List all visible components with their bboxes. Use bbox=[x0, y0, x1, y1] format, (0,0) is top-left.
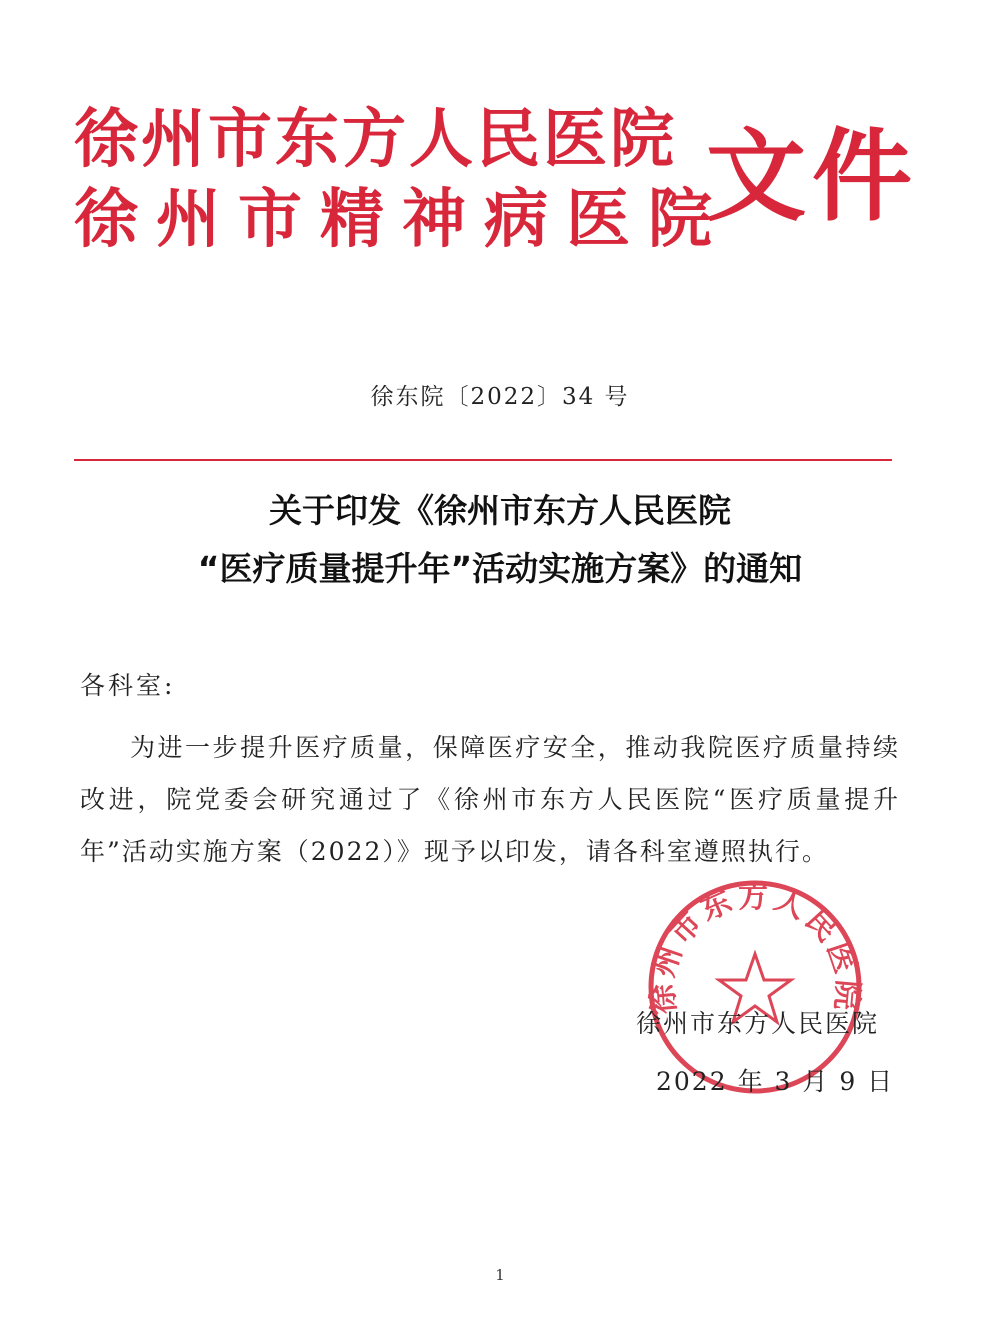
red-divider bbox=[74, 459, 892, 461]
salutation: 各科室: bbox=[80, 671, 176, 700]
document-number: 徐东院〔2022〕34 号 bbox=[370, 384, 630, 410]
letterhead-unit-line-2: 徐州市精神病医院 bbox=[74, 183, 730, 257]
issue-date: 2022 年 3 月 9 日 bbox=[656, 1067, 895, 1096]
document-title bbox=[0, 482, 1000, 598]
letterhead-units bbox=[74, 100, 730, 260]
body-paragraph: 为进一步提升医疗质量，保障医疗安全，推动我院医疗质量持续改进，院党委会研究通过了《徐州市东方人民医院“医疗质量提升年”活动实施方案（2022）》现予以印发，请各科室遵照执行。 bbox=[80, 733, 900, 866]
svg-text:徐州市东方人民医院 bbox=[645, 880, 865, 1016]
document-title-line-1: 关于印发《徐州市东方人民医院 bbox=[269, 491, 731, 530]
page-number: 1 bbox=[495, 1266, 505, 1284]
seal-text: 徐州市东方人民医院 bbox=[644, 879, 866, 1016]
document-title-line-2: “医疗质量提升年”活动实施方案》的通知 bbox=[197, 549, 803, 588]
letterhead-suffix: 文件 bbox=[706, 118, 918, 235]
letterhead-unit-line-1: 徐州市东方人民医院 bbox=[74, 103, 677, 177]
signature-unit: 徐州市东方人民医院 bbox=[636, 1009, 880, 1038]
